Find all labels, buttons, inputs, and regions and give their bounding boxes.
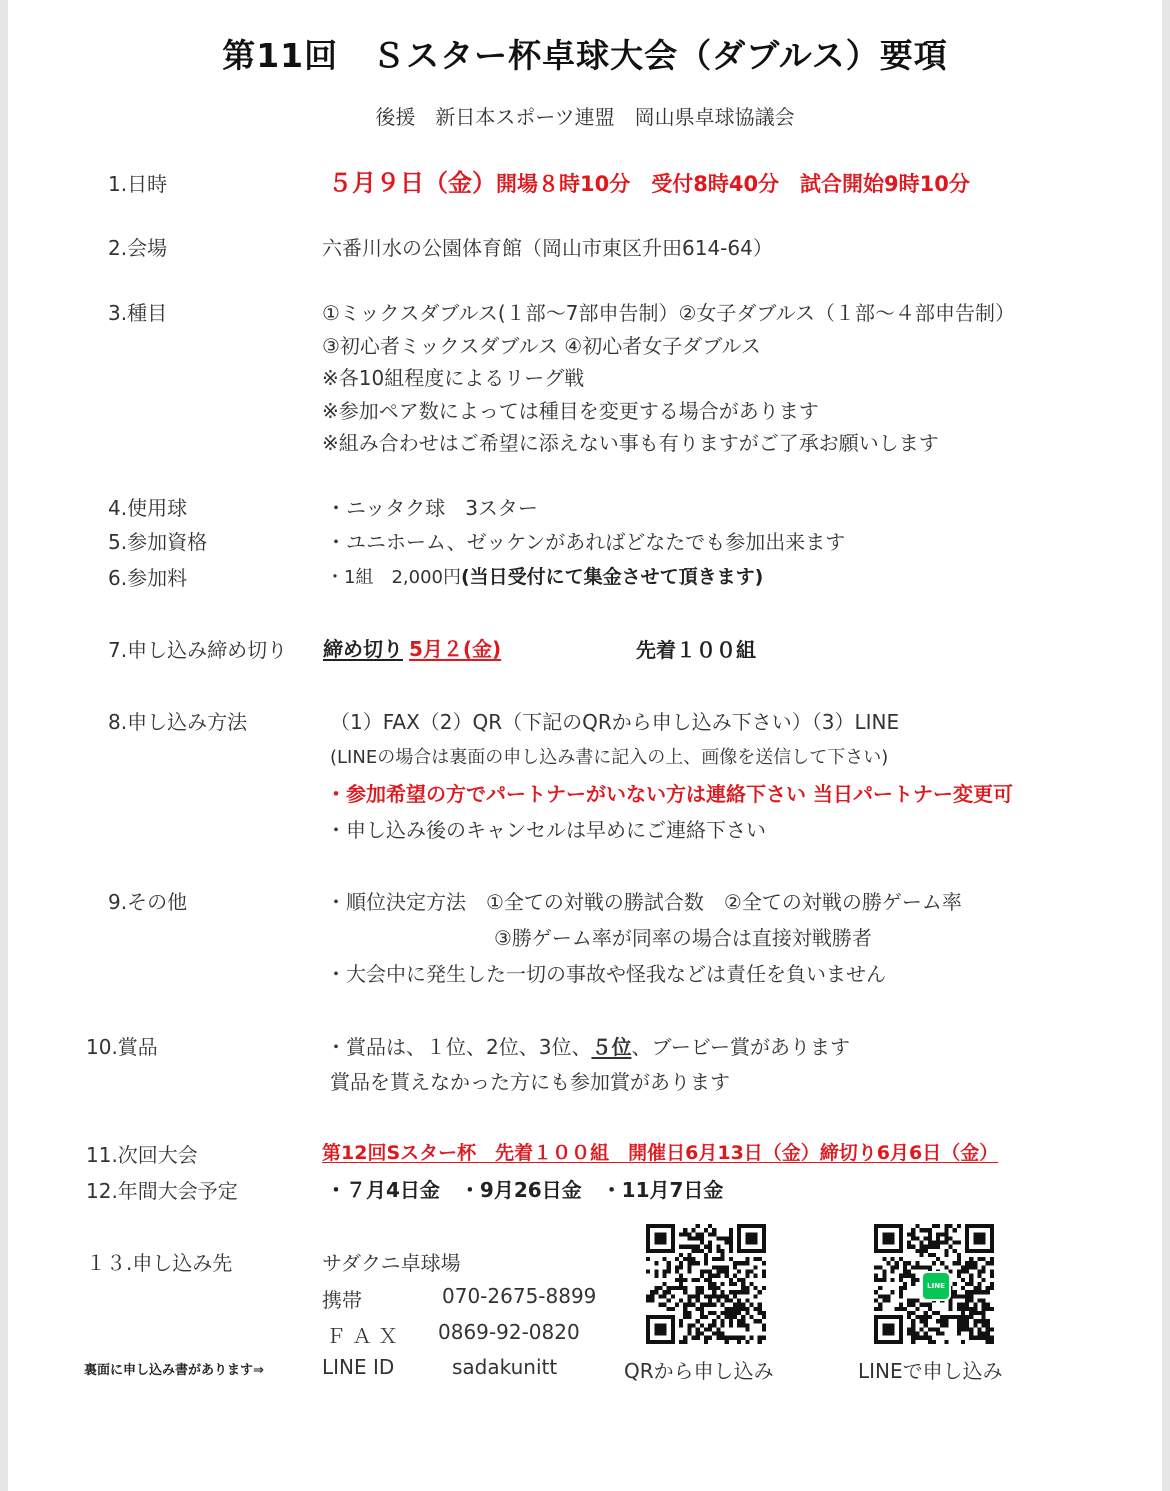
fee-value (326, 562, 763, 589)
ranking-method-2: ③勝ゲーム率が同率の場合は直接対戦勝者 (494, 926, 872, 950)
prizes-line (326, 1031, 850, 1060)
page-edge-right (1162, 0, 1170, 1491)
page-edge-left (0, 0, 8, 1491)
fax-label: ＦＡＸ (326, 1324, 404, 1348)
line-id: sadakunitt (452, 1355, 558, 1379)
back-side-note: 裏面に申し込み書があります⇒ (84, 1363, 264, 1378)
events-line: ※参加ペア数によっては種目を変更する場合があります (322, 399, 819, 423)
sponsor-line: 後援 新日本スポーツ連盟 岡山県卓球協議会 (375, 105, 795, 129)
label-eligibility: 5.参加資格 (108, 530, 208, 554)
fax-number: 0869-92-0820 (438, 1320, 580, 1344)
accident-notice: ・大会中に発生した一切の事故や怪我などは責任を負いません (326, 962, 886, 986)
venue-value: 六番川水の公園体育館（岡山市東区升田614-64） (322, 236, 773, 260)
label-annual: 12.年間大会予定 (86, 1179, 238, 1203)
line-qr-code-icon[interactable] (874, 1224, 994, 1344)
ranking-method: ・順位決定方法 ①全ての対戦の勝試合数 ②全ての対戦の勝ゲーム率 (326, 890, 962, 914)
deadline-date: 5月２(金) (409, 637, 502, 661)
events-line: ①ミックスダブルス(１部〜7部申告制）②女子ダブルス（１部〜４部申告制） (322, 301, 1015, 325)
contact-name: サダクニ卓球場 (322, 1251, 461, 1275)
datetime-value (328, 163, 970, 198)
participation-prize: 賞品を貰えなかった方にも参加賞があります (330, 1070, 730, 1094)
label-venue: 2.会場 (108, 236, 168, 260)
qr-code-icon[interactable] (646, 1224, 766, 1344)
label-contact: １３.申し込み先 (86, 1251, 233, 1275)
partner-notice: ・参加希望の方でパートナーがいない方は連絡下さい 当日パートナー変更可 (326, 782, 1013, 806)
label-prizes: 10.賞品 (86, 1035, 158, 1059)
events-line: ※組み合わせはご希望に添えない事も有りますがご了承お願いします (322, 431, 939, 455)
label-ball: 4.使用球 (108, 496, 188, 520)
line-logo-icon: LINE (921, 1271, 951, 1301)
mobile-number: 070-2675-8899 (442, 1284, 597, 1308)
fee-amount: ・1組 2,000円 (326, 567, 461, 588)
label-next: 11.次回大会 (86, 1143, 198, 1167)
label-deadline: 7.申し込み締め切り (108, 638, 288, 662)
events-line: ※各10組程度によるリーグ戦 (322, 366, 585, 390)
page-title: 第11回 Ｓスター杯卓球大会（ダブルス）要項 (222, 36, 948, 75)
label-datetime: 1.日時 (108, 172, 168, 196)
mobile-label: 携帯 (322, 1288, 362, 1312)
event-date: ５月９日（金） (328, 169, 496, 197)
prizes-post: 、ブービー賞があります (631, 1035, 851, 1059)
label-other: 9.その他 (108, 890, 188, 914)
line-note: (LINEの場合は裏面の申し込み書に記入の上、画像を送信して下さい) (330, 747, 889, 768)
cancel-notice: ・申し込み後のキャンセルは早めにご連絡下さい (326, 818, 766, 842)
ball-value: ・ニッタク球 3スター (326, 496, 538, 520)
eligibility-value: ・ユニホーム、ゼッケンがあればどなたでも参加出来ます (326, 530, 846, 554)
label-method: 8.申し込み方法 (108, 710, 248, 734)
next-event: 第12回Sスター杯 先着１００組 開催日6月13日（金）締切り6月6日（金） (322, 1142, 999, 1164)
line-id-label: LINE ID (322, 1355, 395, 1379)
prizes-pre: ・賞品は、１位、2位、3位、 (326, 1035, 592, 1059)
annual-schedule: ・７月4日金 ・9月26日金 ・11月7日金 (326, 1178, 724, 1202)
qr-caption: QRから申し込み (624, 1359, 774, 1383)
deadline-value (323, 633, 501, 662)
event-times: 開場８時10分 受付8時40分 試合開始9時10分 (496, 172, 970, 196)
deadline-label: 締め切り (323, 637, 403, 661)
first-come-limit: 先着１００組 (636, 638, 756, 662)
label-fee: 6.参加料 (108, 566, 188, 590)
line-caption: LINEで申し込み (858, 1359, 1003, 1383)
prize-5th: ５位 (591, 1035, 632, 1059)
method-options: （1）FAX（2）QR（下記のQRから申し込み下さい）（3）LINE (330, 710, 900, 734)
label-events: 3.種目 (108, 301, 168, 325)
events-line: ③初心者ミックスダブルス ④初心者女子ダブルス (322, 334, 761, 358)
fee-note: (当日受付にて集金させて頂きます) (460, 566, 764, 588)
